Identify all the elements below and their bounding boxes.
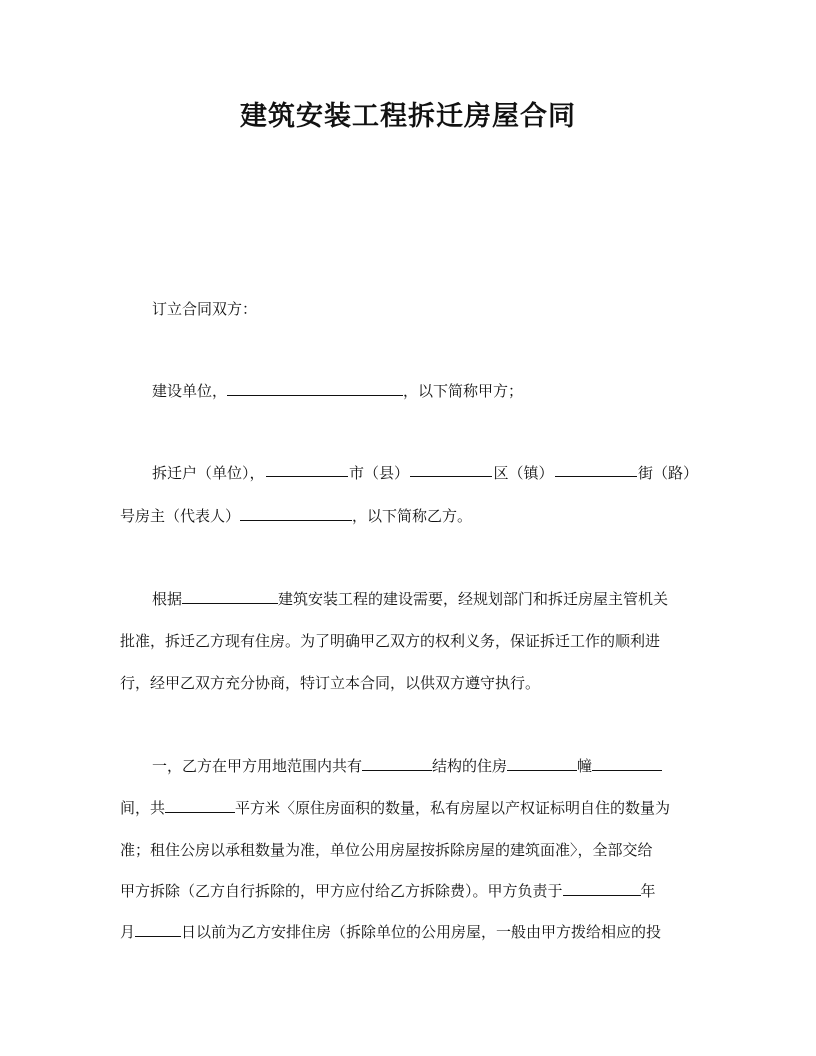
month-label: 月 [120,923,136,941]
buildings-blank[interactable] [507,756,577,771]
relocatee-line-2 [120,505,698,527]
city-label: 市（县） [348,464,409,482]
year-blank[interactable] [563,881,641,896]
relocatee-label: 拆迁户（单位）， [152,464,265,482]
clause1-line-2 [120,797,698,819]
relocatee-suffix: ，以下简称乙方。 [352,507,473,525]
basis-prefix: 根据 [152,590,183,608]
area-blank[interactable] [165,798,235,813]
owner-label: 号房主（代表人） [120,507,241,525]
basis-line-2: 批准，拆迁乙方现有住房。为了明确甲乙双方的权利义务，保证拆迁工作的顺利进 [120,632,661,650]
month-blank[interactable] [135,922,181,937]
clause1-line-4 [120,880,698,902]
clause1-line-1 [120,755,698,777]
city-blank[interactable] [266,462,348,477]
clause1-text-a: 一，乙方在甲方用地范围内共有 [152,757,363,775]
clause1-text-b: 结构的住房 [432,757,508,775]
clause1-line-3: 准；租住公房以承租数量为准，单位公用房屋按拆除房屋的建筑面准〉，全部交给 [120,841,653,859]
rooms-blank[interactable] [592,756,662,771]
owner-blank[interactable] [240,506,352,521]
street-blank[interactable] [555,462,637,477]
street-label: 街（路） [637,464,698,482]
basis-text: 建筑安装工程的建设需要，经规划部门和拆迁房屋主管机关 [278,590,669,608]
document-title: 建筑安装工程拆迁房屋合同 [240,101,576,132]
builder-name-blank[interactable] [227,381,403,396]
basis-line-1 [120,588,698,610]
relocatee-line-1 [120,462,698,484]
basis-line-3: 行，经甲乙双方充分协商，特订立本合同，以供双方遵守执行。 [120,674,541,692]
district-blank[interactable] [410,462,492,477]
builder-line [120,380,698,402]
clause1-text-c: 幢 [577,757,593,775]
clause1-line4-text: 甲方拆除（乙方自行拆除的，甲方应付给乙方拆除费）。甲方负责于 [120,882,563,900]
district-label: 区（镇） [493,464,554,482]
year-label: 年 [640,882,656,900]
builder-label: 建设单位， [152,382,228,400]
builder-suffix: ，以下简称甲方； [403,382,524,400]
clause1-line2-text: 平方米〈原住房面积的数量，私有房屋以产权证标明自住的数量为 [235,799,671,817]
clause1-line2-prefix: 间，共 [120,799,166,817]
parties-intro: 订立合同双方： [152,300,258,318]
structure-blank[interactable] [362,756,432,771]
clause1-line5-text: 日以前为乙方安排住房（拆除单位的公用房屋，一般由甲方拨给相应的投 [181,923,662,941]
project-name-blank[interactable] [182,589,278,604]
clause1-line-5 [120,921,698,943]
